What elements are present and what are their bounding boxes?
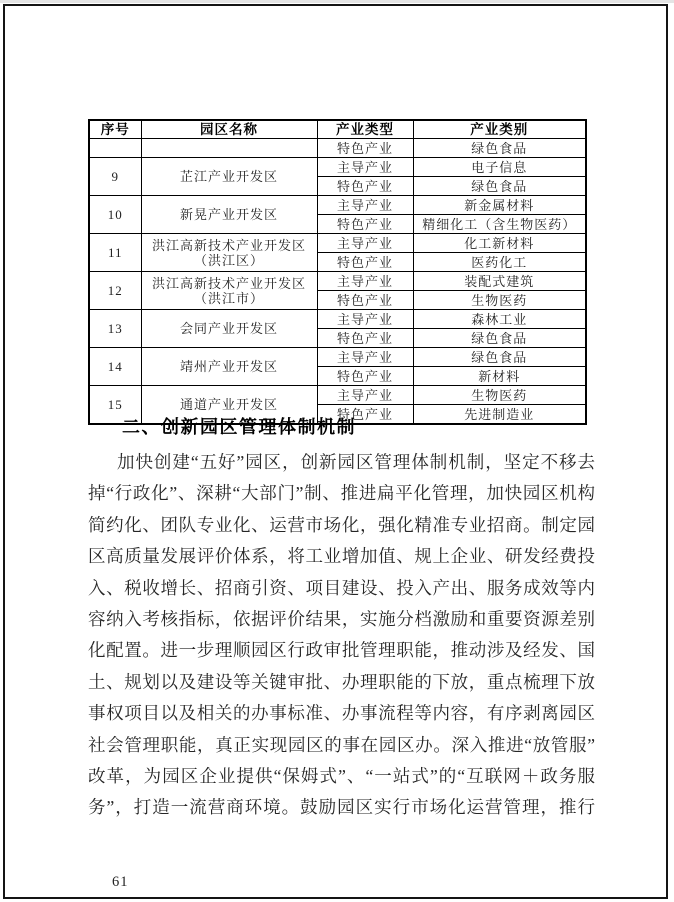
- cell-industry-category: 电子信息: [413, 158, 586, 177]
- body-line: 化配置。进一步理顺园区行政审批管理职能，推动涉及经发、国: [88, 640, 595, 661]
- cell-no: 14: [89, 348, 141, 386]
- cell-industry-category: 生物医药: [413, 386, 586, 405]
- cell-no: 11: [89, 234, 141, 272]
- cell-industry-category: 医药化工: [413, 253, 586, 272]
- cell-park-name: 新晃产业开发区: [141, 196, 317, 234]
- body-paragraph: [88, 447, 595, 824]
- cell-industry-type: 主导产业: [317, 196, 413, 215]
- table-header-cell: 产业类别: [413, 120, 586, 139]
- cell-park-name: 通道产业开发区: [141, 386, 317, 425]
- cell-park-name: 洪江高新技术产业开发区（洪江市）: [141, 272, 317, 310]
- cell-industry-type: 主导产业: [317, 158, 413, 177]
- cell-industry-type: 特色产业: [317, 405, 413, 425]
- body-line: 简约化、团队专业化、运营市场化，强化精准专业招商。制定园: [88, 514, 595, 535]
- cell-no: 15: [89, 386, 141, 425]
- cell-no: 12: [89, 272, 141, 310]
- body-line: 土、规划以及建设等关键审批、办理职能的下放，重点梳理下放: [88, 671, 595, 692]
- table-row: [89, 196, 586, 215]
- cell-industry-type: 特色产业: [317, 291, 413, 310]
- section-heading: 二、创新园区管理体制机制: [122, 417, 356, 437]
- body-line: 容纳入考核指标，依据评价结果，实施分档激励和重要资源差别: [88, 608, 595, 629]
- cell-industry-category: 先进制造业: [413, 405, 586, 425]
- scan-edge-strip: [0, 0, 674, 3]
- table-row: [89, 234, 586, 253]
- body-line: 区高质量发展评价体系，将工业增加值、规上企业、研发经费投: [88, 546, 595, 567]
- cell-industry-category: 化工新材料: [413, 234, 586, 253]
- cell-industry-type: 特色产业: [317, 367, 413, 386]
- cell-industry-type: 主导产业: [317, 310, 413, 329]
- cell-no: 13: [89, 310, 141, 348]
- table-row: [89, 310, 586, 329]
- cell-industry-category: 装配式建筑: [413, 272, 586, 291]
- body-line: 社会管理职能，真正实现园区的事在园区办。深入推进“放管服”: [88, 734, 595, 755]
- cell-industry-category: 生物医药: [413, 291, 586, 310]
- table-header-cell: 序号: [89, 120, 141, 139]
- cell-industry-type: 特色产业: [317, 253, 413, 272]
- cell-no: [89, 139, 141, 158]
- cell-industry-category: 绿色食品: [413, 329, 586, 348]
- cell-industry-type: 特色产业: [317, 329, 413, 348]
- table-header-cell: 园区名称: [141, 120, 317, 139]
- table-row: [89, 158, 586, 177]
- cell-no: 10: [89, 196, 141, 234]
- table-row: [89, 139, 586, 158]
- body-line: 务”，打造一流营商环境。鼓励园区实行市场化运营管理，推行: [88, 797, 595, 818]
- cell-industry-category: 新材料: [413, 367, 586, 386]
- cell-park-name: 芷江产业开发区: [141, 158, 317, 196]
- body-line: 掉“行政化”、深耕“大部门”制、推进扁平化管理，加快园区机构: [88, 483, 595, 504]
- cell-industry-type: 主导产业: [317, 234, 413, 253]
- body-line: 事权项目以及相关的办事标准、办事流程等内容，有序剥离园区: [88, 703, 595, 724]
- cell-industry-type: 特色产业: [317, 177, 413, 196]
- cell-industry-category: 森林工业: [413, 310, 586, 329]
- cell-industry-type: 主导产业: [317, 272, 413, 291]
- cell-industry-type: 主导产业: [317, 348, 413, 367]
- cell-industry-category: 绿色食品: [413, 177, 586, 196]
- cell-park-name: [141, 139, 317, 158]
- cell-park-name: 靖州产业开发区: [141, 348, 317, 386]
- table-row: [89, 272, 586, 291]
- table-row: [89, 386, 586, 405]
- cell-industry-category: 绿色食品: [413, 139, 586, 158]
- cell-industry-type: 主导产业: [317, 386, 413, 405]
- cell-industry-category: 新金属材料: [413, 196, 586, 215]
- cell-industry-type: 特色产业: [317, 139, 413, 158]
- body-line: 改革，为园区企业提供“保姆式”、“一站式”的“互联网＋政务服: [88, 765, 595, 786]
- table-header-cell: 产业类型: [317, 120, 413, 139]
- table-row: [89, 348, 586, 367]
- page-number: 61: [112, 874, 129, 890]
- industry-table-container: [88, 119, 587, 425]
- cell-no: 9: [89, 158, 141, 196]
- body-line: 入、税收增长、招商引资、项目建设、投入产出、服务成效等内: [88, 577, 595, 598]
- table-header-row: [89, 120, 586, 139]
- cell-park-name: 洪江高新技术产业开发区（洪江区）: [141, 234, 317, 272]
- cell-park-name: 会同产业开发区: [141, 310, 317, 348]
- body-line: 加快创建“五好”园区，创新园区管理体制机制，坚定不移去: [117, 452, 595, 472]
- cell-industry-category: 精细化工（含生物医药）: [413, 215, 586, 234]
- table-header: [89, 120, 586, 139]
- cell-industry-type: 特色产业: [317, 215, 413, 234]
- industry-table: [88, 119, 587, 425]
- cell-industry-category: 绿色食品: [413, 348, 586, 367]
- table-body: [89, 139, 586, 425]
